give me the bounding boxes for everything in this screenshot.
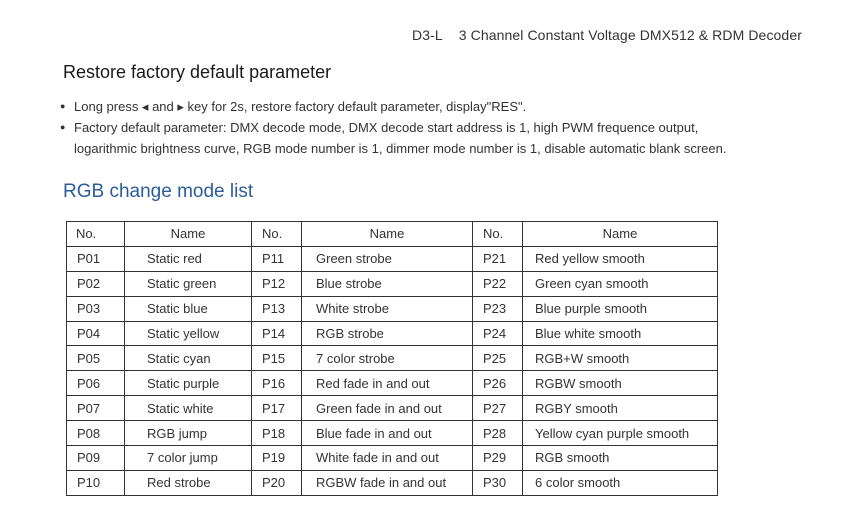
mode-name: RGB+W smooth [523,346,718,371]
mode-number: P02 [67,271,125,296]
table-row [67,321,718,346]
mode-name: Green cyan smooth [523,271,718,296]
bullet-default-params: ● Factory default parameter: DMX decode mode, DMX decode start address is 1, high PWM frequence output, [60,117,726,138]
table-row [67,446,718,471]
restore-heading: Restore factory default parameter [63,62,332,82]
mode-number: P12 [252,271,302,296]
rgb-mode-heading: RGB change mode list [63,181,254,202]
mode-number: P15 [252,346,302,371]
mode-number: P07 [67,396,125,421]
mode-number: P08 [67,421,125,446]
mode-name: Static purple [125,371,252,396]
col-header-no: No. [252,222,302,247]
mode-name: Red strobe [125,470,252,495]
mode-name: Red yellow smooth [523,246,718,271]
mode-name: RGBY smooth [523,396,718,421]
table-row [67,246,718,271]
mode-name: RGB smooth [523,446,718,471]
col-header-name: Name [523,222,718,247]
mode-name: Blue white smooth [523,321,718,346]
table-row [67,421,718,446]
mode-number: P24 [473,321,523,346]
mode-number: P30 [473,470,523,495]
mode-number: P26 [473,371,523,396]
mode-name: Green fade in and out [302,396,473,421]
col-header-name: Name [302,222,473,247]
restore-bullets [60,96,726,159]
col-header-no: No. [473,222,523,247]
model-code: D3-L [412,27,443,43]
mode-number: P10 [67,470,125,495]
mode-name: Blue strobe [302,271,473,296]
mode-name: White strobe [302,296,473,321]
table-row [67,346,718,371]
mode-number: P21 [473,246,523,271]
mode-number: P09 [67,446,125,471]
mode-number: P17 [252,396,302,421]
mode-name: 7 color strobe [302,346,473,371]
mode-name: Static blue [125,296,252,321]
mode-number: P04 [67,321,125,346]
mode-name: Blue fade in and out [302,421,473,446]
col-header-no: No. [67,222,125,247]
mode-name: Blue purple smooth [523,296,718,321]
mode-number: P22 [473,271,523,296]
mode-number: P28 [473,421,523,446]
mode-name: Red fade in and out [302,371,473,396]
mode-name: Static yellow [125,321,252,346]
table-header-row [67,222,718,247]
mode-name: RGBW fade in and out [302,470,473,495]
mode-name: Green strobe [302,246,473,271]
mode-name: 6 color smooth [523,470,718,495]
mode-number: P13 [252,296,302,321]
document-header [412,27,802,43]
mode-name: Static white [125,396,252,421]
mode-number: P18 [252,421,302,446]
table-row [67,396,718,421]
mode-name: RGB strobe [302,321,473,346]
mode-number: P29 [473,446,523,471]
mode-name: RGB jump [125,421,252,446]
mode-name: Static green [125,271,252,296]
document-title: 3 Channel Constant Voltage DMX512 & RDM Decoder [458,27,802,43]
bullet-default-params-cont: logarithmic brightness curve, RGB mode number is 1, dimmer mode number is 1, disable automatic blank screen. [74,141,727,156]
rgb-mode-table [66,221,718,496]
mode-name: White fade in and out [302,446,473,471]
col-header-name: Name [125,222,252,247]
mode-number: P05 [67,346,125,371]
mode-number: P19 [252,446,302,471]
mode-number: P14 [252,321,302,346]
mode-name: Yellow cyan purple smooth [523,421,718,446]
mode-number: P03 [67,296,125,321]
mode-number: P01 [67,246,125,271]
table-row [67,470,718,495]
mode-name: RGBW smooth [523,371,718,396]
table-row [67,296,718,321]
table-row [67,271,718,296]
bullet-long-press: ● Long press ◂ and ▸ key for 2s, restore factory default parameter, display"RES". [60,96,726,117]
mode-name: Static red [125,246,252,271]
mode-number: P20 [252,470,302,495]
mode-name: 7 color jump [125,446,252,471]
mode-name: Static cyan [125,346,252,371]
mode-number: P23 [473,296,523,321]
table-row [67,371,718,396]
mode-number: P11 [252,246,302,271]
mode-number: P16 [252,371,302,396]
mode-number: P06 [67,371,125,396]
mode-number: P25 [473,346,523,371]
mode-number: P27 [473,396,523,421]
